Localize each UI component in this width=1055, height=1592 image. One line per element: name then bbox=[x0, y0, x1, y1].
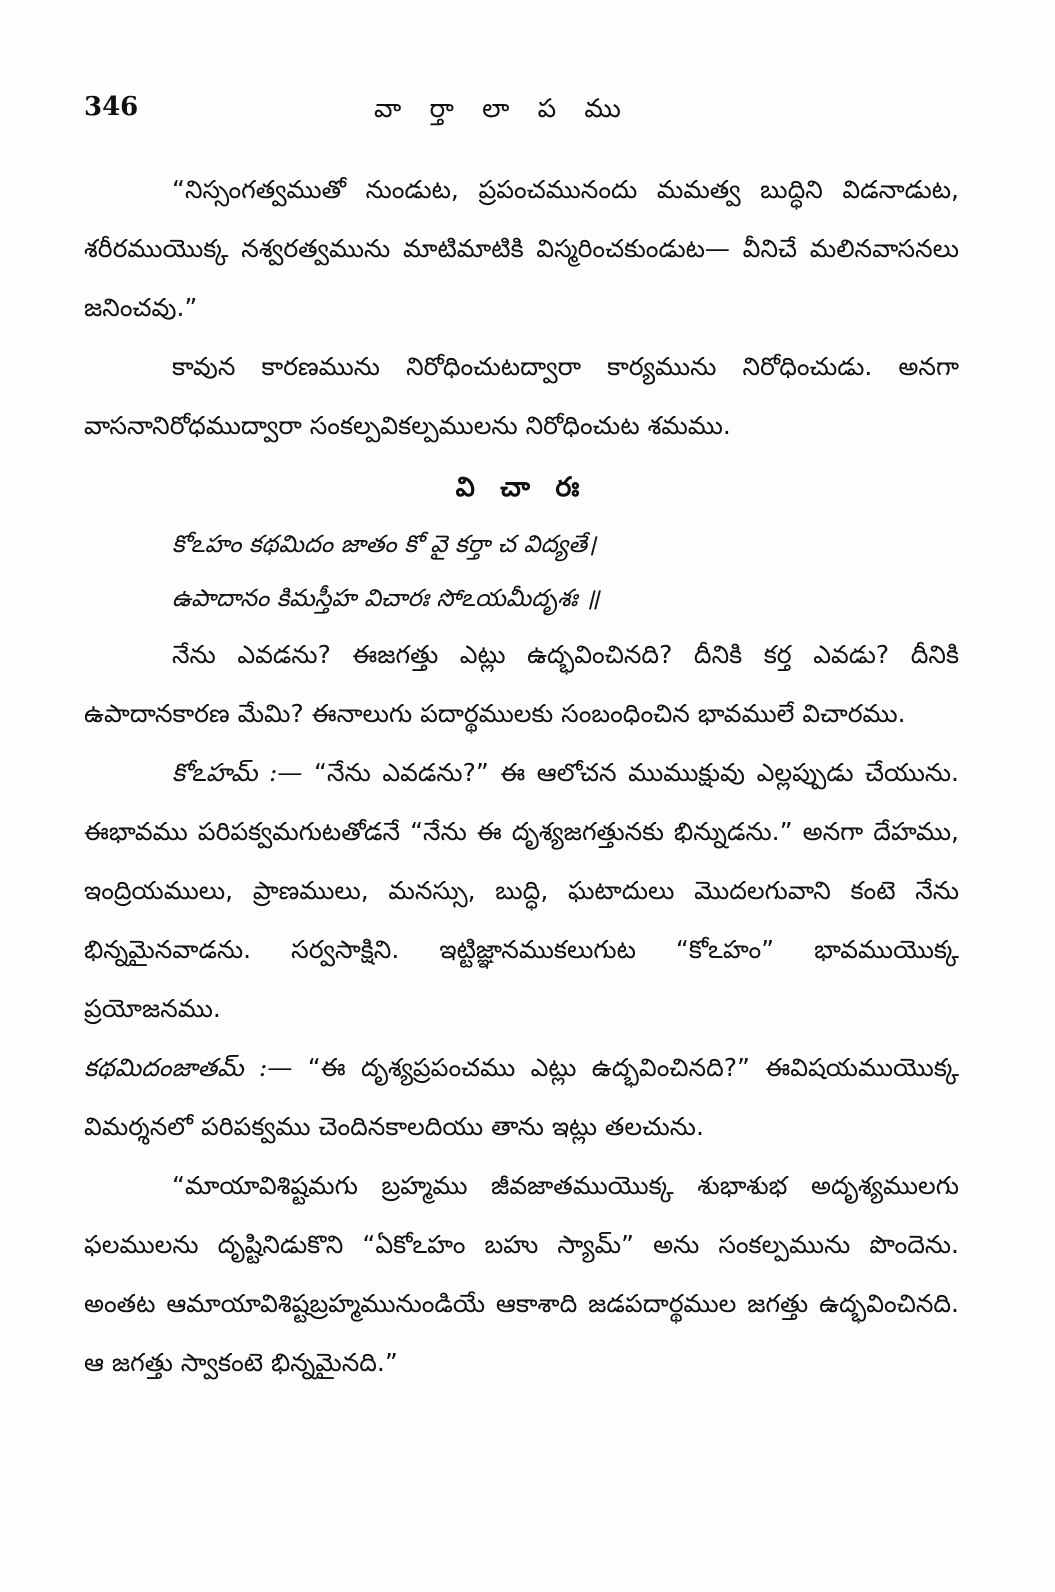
term-koham: కోఽహమ్ :— bbox=[172, 758, 303, 787]
paragraph-quote-detachment: “నిస్సంగత్వముతో నుండుట, ప్రపంచమునందు మమత్వ బుద్ధిని విడనాడుట, శరీరముయొక్క నశ్వరత్వమును మాటిమాటికి విస్మరించకుండుట— వీనిచే మలినవాసనలు జనించవు.” bbox=[84, 175, 959, 322]
page-header bbox=[84, 92, 964, 132]
paragraph-kathamidam bbox=[84, 1038, 959, 1156]
paragraph-koham bbox=[84, 743, 959, 1038]
section-heading-vichara: వి చా రః bbox=[455, 472, 588, 503]
page-number: 346 bbox=[84, 92, 139, 122]
page-body bbox=[84, 160, 959, 1392]
paragraph-four-questions: నేను ఎవడను? ఈజగత్తు ఎట్లు ఉద్భవించినది? దీనికి కర్త ఎవడు? దీనికి ఉపాదానకారణ మేమి? ఈనాలుగు పదార్థములకు సంబంధించిన భావములే విచారము. bbox=[84, 640, 959, 728]
term-kathamidam: కథమిదంజాతమ్ :— bbox=[84, 1053, 293, 1082]
running-title: వా ర్తా లా ప ము bbox=[374, 94, 631, 124]
verse-line-2: ఉపాదానం కిమస్తీహ విచారః సోఽయమీదృశః ॥ bbox=[172, 584, 600, 612]
paragraph-shama-definition: కావున కారణమును నిరోధించుటద్వారా కార్యమును నిరోధించుడు. అనగా వాసనానిరోధముద్వారా సంకల్పవికల్పములను నిరోధించుట శమము. bbox=[84, 352, 959, 440]
paragraph-kathamidam-text: “ఈ దృశ్యప్రపంచము ఎట్లు ఉద్భవించినది?” ఈవిషయముయొక్క విమర్శనలో పరిపక్వము చెందినకాలదియు తాను ఇట్లు తలచును. bbox=[84, 1053, 959, 1141]
verse-line-1: కోఽహం కథమిదం జాతం కో వై కర్తా చ విద్యతే। bbox=[172, 530, 597, 558]
paragraph-koham-text: “నేను ఎవడను?” ఈ ఆలోచన ముముక్షువు ఎల్లప్పుడు చేయును. ఈభావము పరిపక్వమగుటతోడనే “నేను ఈ దృశ్యజగత్తునకు భిన్నుడను.” అనగా దేహము, ఇంద్రియములు, ప్రాణములు, మనస్సు, బుద్ధి, ఘటాదులు మొదలగువాని కంటె నేను భిన్నమైనవాడను. సర్వసాక్షిని. ఇట్టిజ్ఞానముకలుగుట “కోఽహం” భావముయొక్క ప్రయోజనము. bbox=[84, 758, 960, 1023]
paragraph-maya-brahma: “మాయావిశిష్టమగు బ్రహ్మము జీవజాతముయొక్క శుభాశుభ అదృశ్యములగు ఫలములను దృష్టినిడుకొని “ఏకోఽహం బహు స్యామ్” అను సంకల్పమును పొందెను. అంతట ఆమాయావిశిష్టబ్రహ్మమునుండియే ఆకాశాది జడపదార్థముల జగత్తు ఉద్భవించినది. ఆ జగత్తు స్వాకంటె భిన్నమైనది.” bbox=[84, 1171, 959, 1377]
